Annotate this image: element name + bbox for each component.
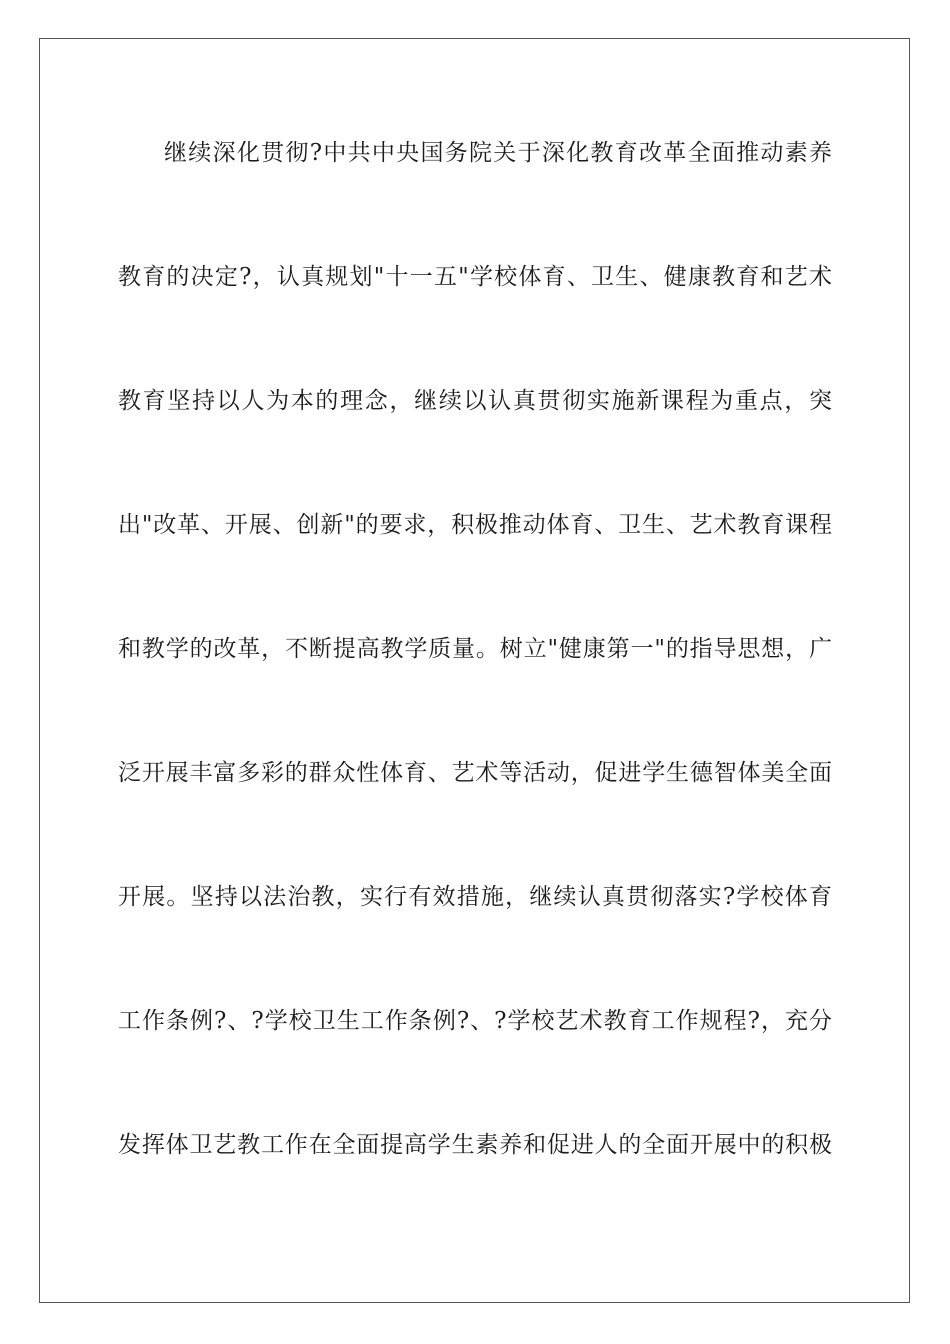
paragraph-line-8: 工作条例?、?学校卫生工作条例?、?学校艺术教育工作规程?，充分 xyxy=(118,1008,832,1034)
paragraph-line-4: 出"改革、开展、创新"的要求，积极推动体育、卫生、艺术教育课程 xyxy=(118,512,832,538)
paragraph-line-6: 泛开展丰富多彩的群众性体育、艺术等活动，促进学生德智体美全面 xyxy=(118,760,832,786)
body-paragraph xyxy=(118,122,832,1238)
paragraph-line-7: 开展。坚持以法治教，实行有效措施，继续认真贯彻落实?学校体育 xyxy=(118,884,832,910)
paragraph-line-2: 教育的决定?，认真规划"十一五"学校体育、卫生、健康教育和艺术 xyxy=(118,264,832,290)
paragraph-line-3: 教育坚持以人为本的理念，继续以认真贯彻实施新课程为重点，突 xyxy=(118,388,832,414)
paragraph-line-5: 和教学的改革，不断提高教学质量。树立"健康第一"的指导思想，广 xyxy=(118,636,832,662)
paragraph-line-9: 发挥体卫艺教工作在全面提高学生素养和促进人的全面开展中的积极 xyxy=(118,1132,832,1158)
paragraph-line-1: 继续深化贯彻?中共中央国务院关于深化教育改革全面推动素养 xyxy=(164,140,832,166)
